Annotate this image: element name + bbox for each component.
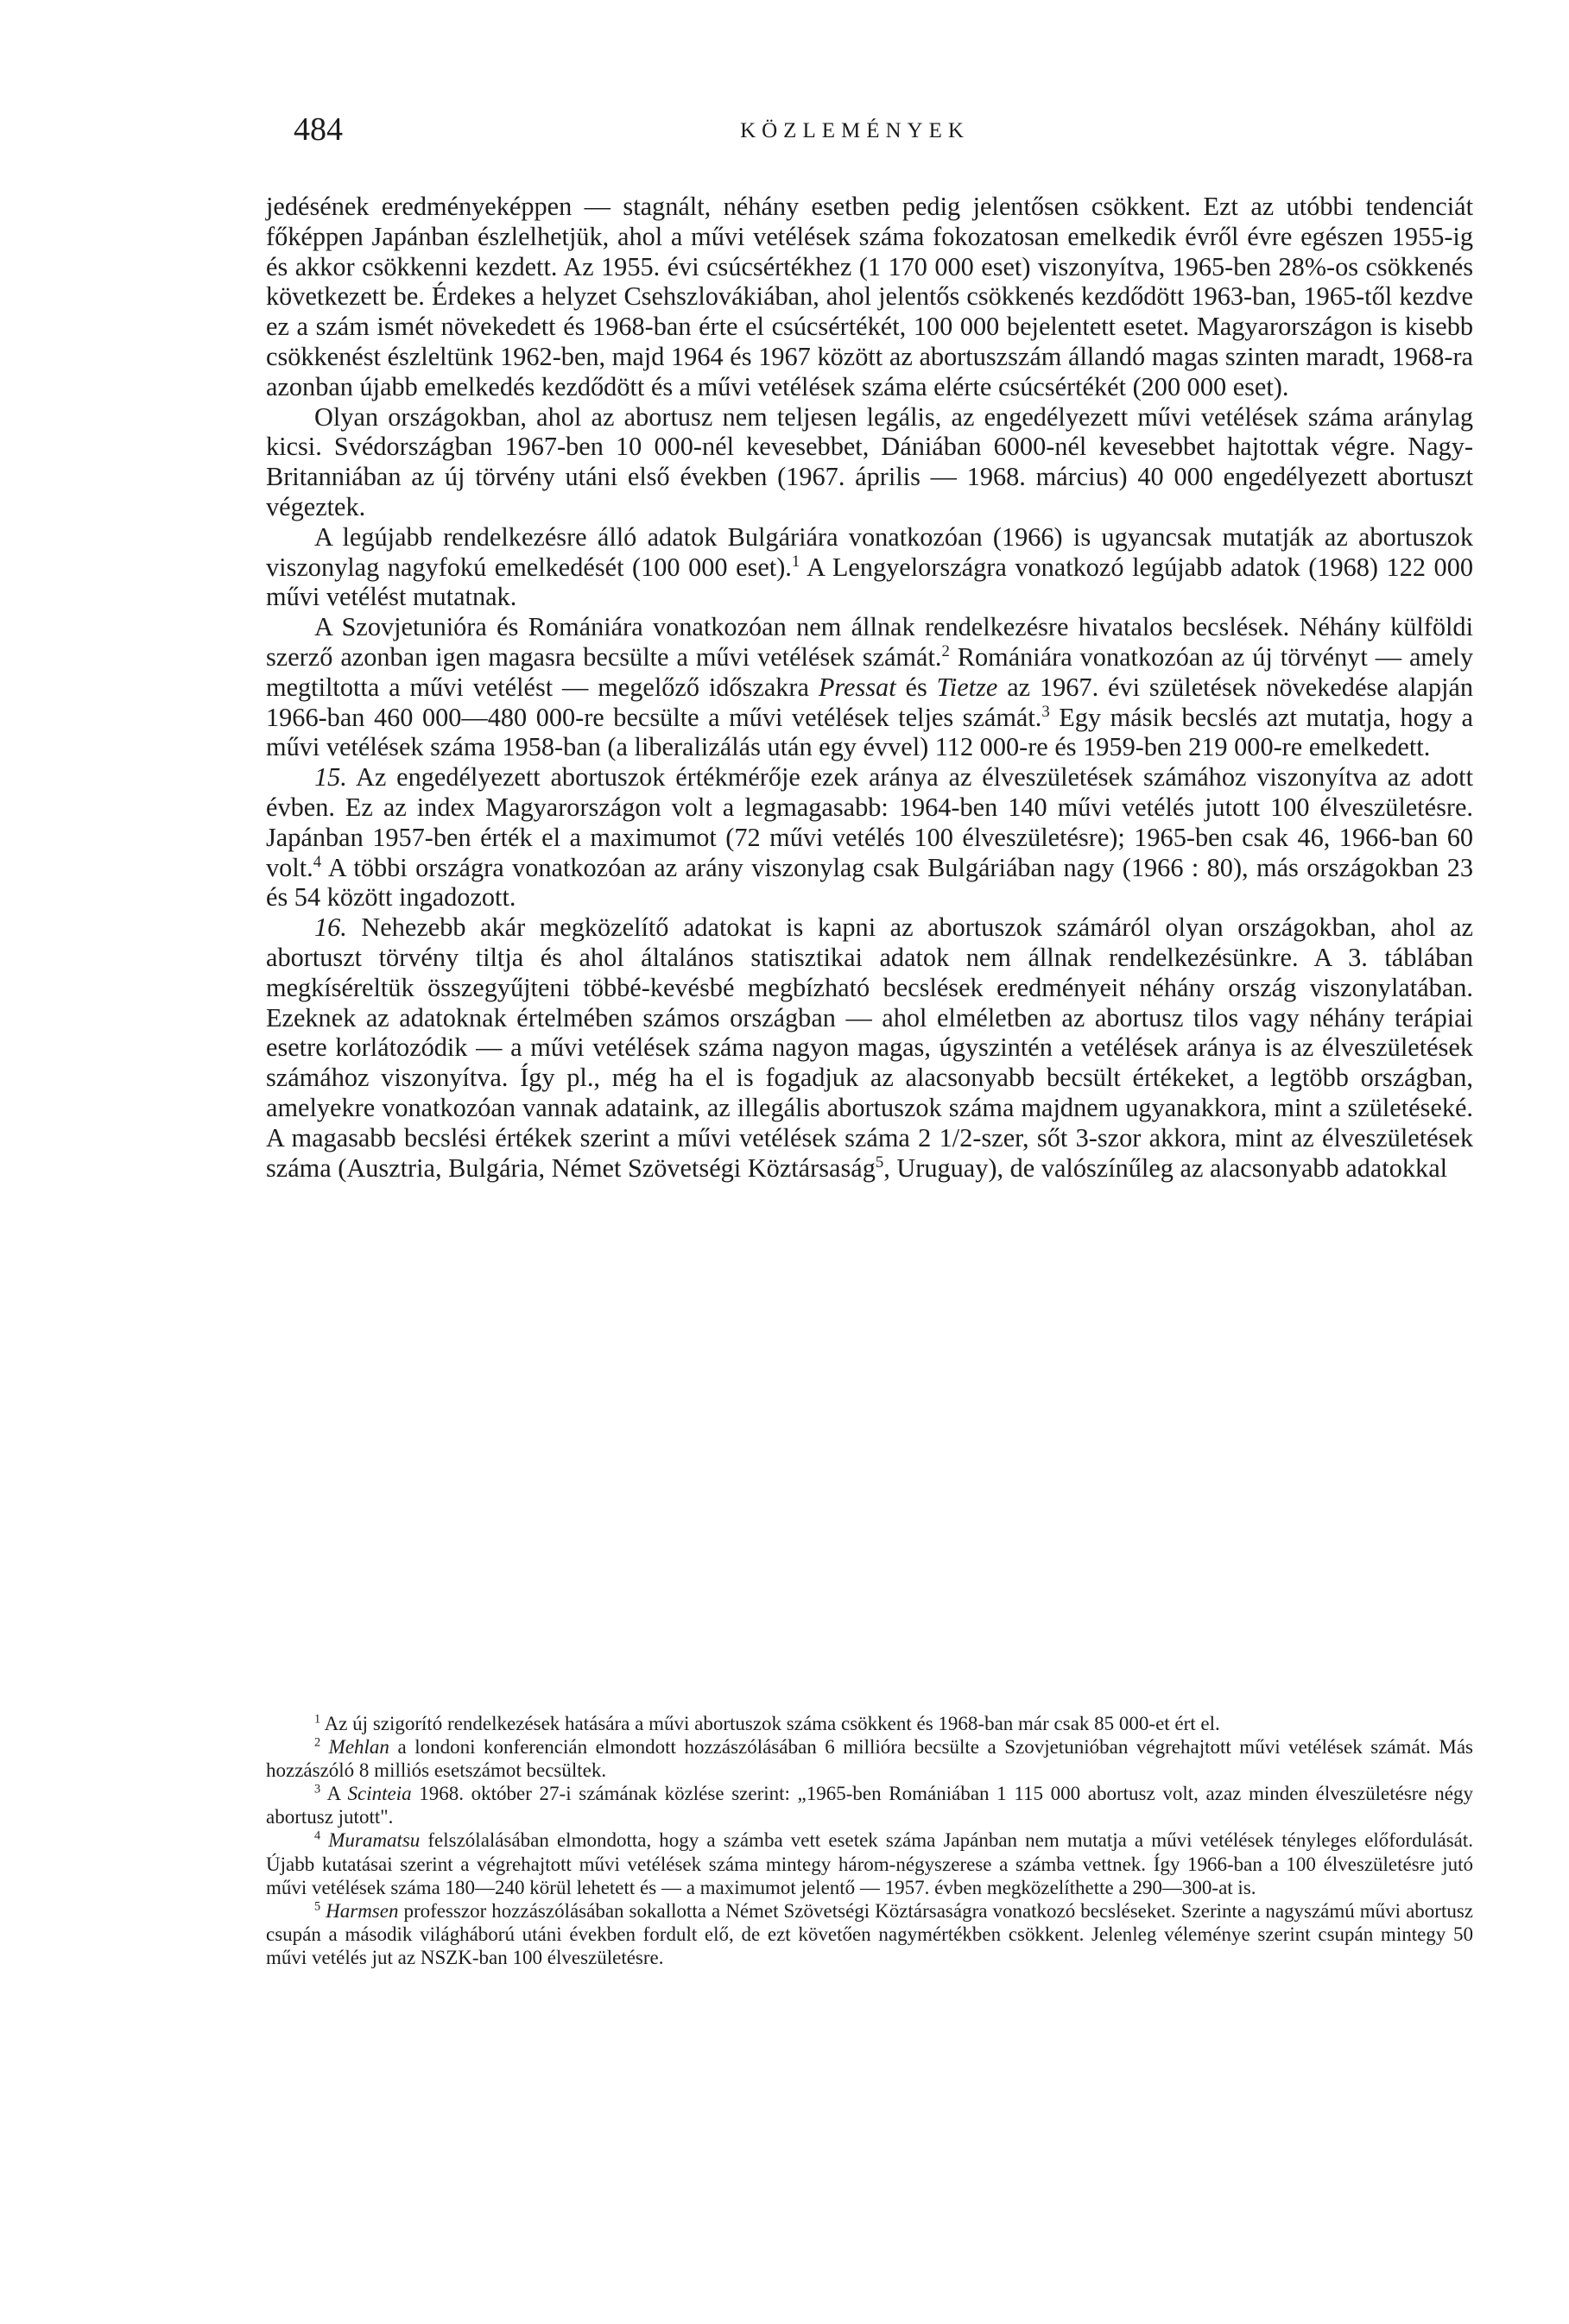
author-name: Muramatsu	[328, 1829, 421, 1852]
footnote-ref: 3	[1041, 702, 1050, 721]
paragraph	[266, 192, 1473, 402]
footnote-text: Az új szigorító rendelkezések hatására a művi abortuszok száma csökkent és 1968-ban már csak 85 000-et ért el.	[320, 1713, 1220, 1734]
paragraph-text: és	[895, 672, 937, 702]
paragraph-text: A többi országra vonatkozóan az arány viszonylag csak Bulgáriában nagy (1966 : 80), más országokban 23 és 54 között ingadozott.	[266, 852, 1473, 913]
author-name: Mehlan	[328, 1736, 389, 1759]
paragraph-text: az 1967. évi születések növekedése alapján 1966-ban 460 000—480 000-re becsülte a művi vetélések teljes számát.	[266, 672, 1473, 732]
publication-name: Scinteia	[347, 1783, 412, 1805]
paragraph-text: Nehezebb akár megközelítő adatokat is kapni az abortuszok számáról olyan országokban, ahol az abortuszt törvény tiltja és ahol általános statisztikai adatok nem állnak rendelkezésünkre. A 3. táblában megkíséreltük összegyűjteni többé-kevésbé megbízható becslések eredményeit néhány ország viszonylatában. Ezeknek az adatoknak értelmében számos országban — ahol elméletben az abortusz tilos vagy néhány terápiai esetre korlátozódik — a művi vetélések száma nagyon magas, úgyszintén a vetélések aránya is az élveszületések számához viszonyítva. Így pl., még ha el is fogadjuk az alacsonyabb becsült értékeket, a legtöbb országban, amelyekre vonatkozóan vannak adataink, az illegális abortuszok száma majdnem ugyanakkora, mint a születéseké. A magasabb becslési értékek szerint a művi vetélések száma 2 1/2-szer, sőt 3-szor akkora, mint az élveszületések száma (Ausztria, Bulgária, Német Szövetségi Köztársaság	[266, 913, 1473, 1183]
footnote	[266, 1828, 1473, 1898]
running-head: KÖZLEMÉNYEK	[740, 119, 970, 142]
footnote-text: a londoni konferencián elmondott hozzászólásában 6 millióra becsülte a Szovjetunióban végrehajtott művi vetélések számát. Más hozzászóló 8 milliós esetszámot becsültek.	[266, 1736, 1473, 1782]
footnotes	[266, 1712, 1473, 1969]
page-header	[250, 111, 1459, 162]
paragraph-text: Romániára vonatkozóan az új törvényt — amely megtiltotta a művi vetélést — megelőző időszakra	[266, 641, 1473, 702]
paragraph	[266, 913, 1473, 1183]
footnote-mark: 1	[314, 1712, 321, 1727]
page-number: 484	[294, 111, 343, 148]
author-name: Pressat	[818, 672, 896, 702]
paragraph-text: A Lengyelországra vonatkozó legújabb adatok (1968) 122 000 művi vetélést mutatnak.	[266, 552, 1473, 612]
footnote-ref: 2	[941, 641, 950, 660]
body-text	[266, 192, 1473, 1183]
footnote-text: professzor hozzászólásában sokallotta a Német Szövetségi Köztársaságra vonatkozó becsléseket. Szerinte a nagyszámú művi abortusz csupán a második világháború utáni években fordult elő, de ezt követően nagymértékben csökkent. Jelenleg véleménye szerint csupán mintegy 50 művi vetélés jut az NSZK-ban 100 élveszületésre.	[266, 1899, 1473, 1968]
footnote	[266, 1782, 1473, 1828]
author-name: Harmsen	[326, 1899, 399, 1922]
section-number: 15.	[314, 762, 347, 793]
paragraph-text: jedésének eredményeképpen — stagnált, néhány esetben pedig jelentősen csökkent. Ezt az utóbbi tendenciát főképpen Japánban észlelhetjük, ahol a művi vetélések száma fokozatosan emelkedik évről évre egészen 1955-ig és akkor csökkenni kezdett. Az 1955. évi csúcsértékhez (1 170 000 eset) viszonyítva, 1965-ben 28%-os csökkenés következett be. Érdekes a helyzet Csehszlovákiában, ahol jelentős csökkenés kezdődött 1963-ban, 1965-től kezdve ez a szám ismét növekedett és 1968-ban érte el csúcsértékét, 100 000 bejelentett esetet. Magyarországon is kisebb csökkenést észleltünk 1962-ben, majd 1964 és 1967 között az abortuszszám állandó magas szinten maradt, 1968-ra azonban újabb emelkedés kezdődött és a művi vetélések száma elérte csúcsértékét (200 000 eset).	[266, 192, 1473, 401]
paragraph-text: Egy másik becslés azt mutatja, hogy a művi vetélések száma 1958-ban (a liberalizálás után egy évvel) 112 000-re és 1959-ben 219 000-re emelkedett.	[266, 702, 1473, 762]
footnote-mark: 4	[314, 1828, 321, 1843]
footnote	[266, 1899, 1473, 1969]
footnote-mark: 2	[314, 1735, 321, 1750]
footnote-text: felszólalásában elmondotta, hogy a számba vett esetek száma Japánban nem mutatja a művi vetélések tényleges előfordulását. Újabb kutatásai szerint a végrehajtott művi vetélések száma mintegy három-négyszerese a számba vettnek. Így 1966-ban a 100 élveszületésre jutó művi vetélések száma 180—240 körül lehetett és — a maximumot jelentő — 1957. évben megközelíthette a 290—300-at is.	[266, 1829, 1474, 1898]
paragraph-text: , Uruguay), de valószínűleg az alacsonyabb adatokkal	[883, 1153, 1448, 1183]
footnote-ref: 5	[875, 1153, 884, 1171]
author-name: Tietze	[936, 672, 998, 702]
paragraph-text: Olyan országokban, ahol az abortusz nem teljesen legális, az engedélyezett művi vetélések száma aránylag kicsi. Svédországban 1967-ben 10 000-nél kevesebbet, Dániában 6000-nél kevesebbet hajtottak végre. Nagy-Britanniában az új törvény utáni első években (1967. április — 1968. március) 40 000 engedélyezett abortuszt végeztek.	[266, 401, 1473, 521]
paragraph-text: A legújabb rendelkezésre álló adatok Bulgáriára vonatkozóan (1966) is ugyancsak mutatják az abortuszok viszonylag nagyfokú emelkedését (100 000 eset).	[266, 521, 1473, 582]
paragraph	[266, 402, 1473, 522]
footnote-ref: 4	[313, 852, 322, 871]
section-number: 16.	[314, 913, 347, 943]
paragraph-text: A Szovjetunióra és Romániára vonatkozóan nem állnak rendelkezésre hivatalos becslések. Néhány külföldi szerző azonban igen magasra becsülte a művi vetélések számát.	[266, 612, 1473, 672]
paragraph	[266, 612, 1473, 762]
footnote	[266, 1735, 1473, 1782]
footnote-mark: 3	[314, 1782, 321, 1797]
paragraph	[266, 762, 1473, 913]
footnote-text: A	[320, 1783, 348, 1805]
paragraph-text: Az engedélyezett abortuszok értékmérője ezek aránya az élveszületések számához viszonyítva az adott évben. Ez az index Magyarországon volt a legmagasabb: 1964-ben 140 művi vetélés jutott 100 élveszületésre. Japánban 1957-ben érték el a maximumot (72 művi vetélés 100 élveszületésre); 1965-ben csak 46, 1966-ban 60 volt.	[266, 762, 1473, 882]
footnote-text: 1968. október 27-i számának közlése szerint: „1965-ben Romániában 1 115 000 abortusz volt, azaz minden élveszületésre négy abortusz jutott".	[266, 1783, 1473, 1828]
footnote	[266, 1712, 1473, 1735]
footnote-mark: 5	[314, 1899, 321, 1914]
footnote-ref: 1	[791, 552, 800, 571]
paragraph	[266, 522, 1473, 612]
